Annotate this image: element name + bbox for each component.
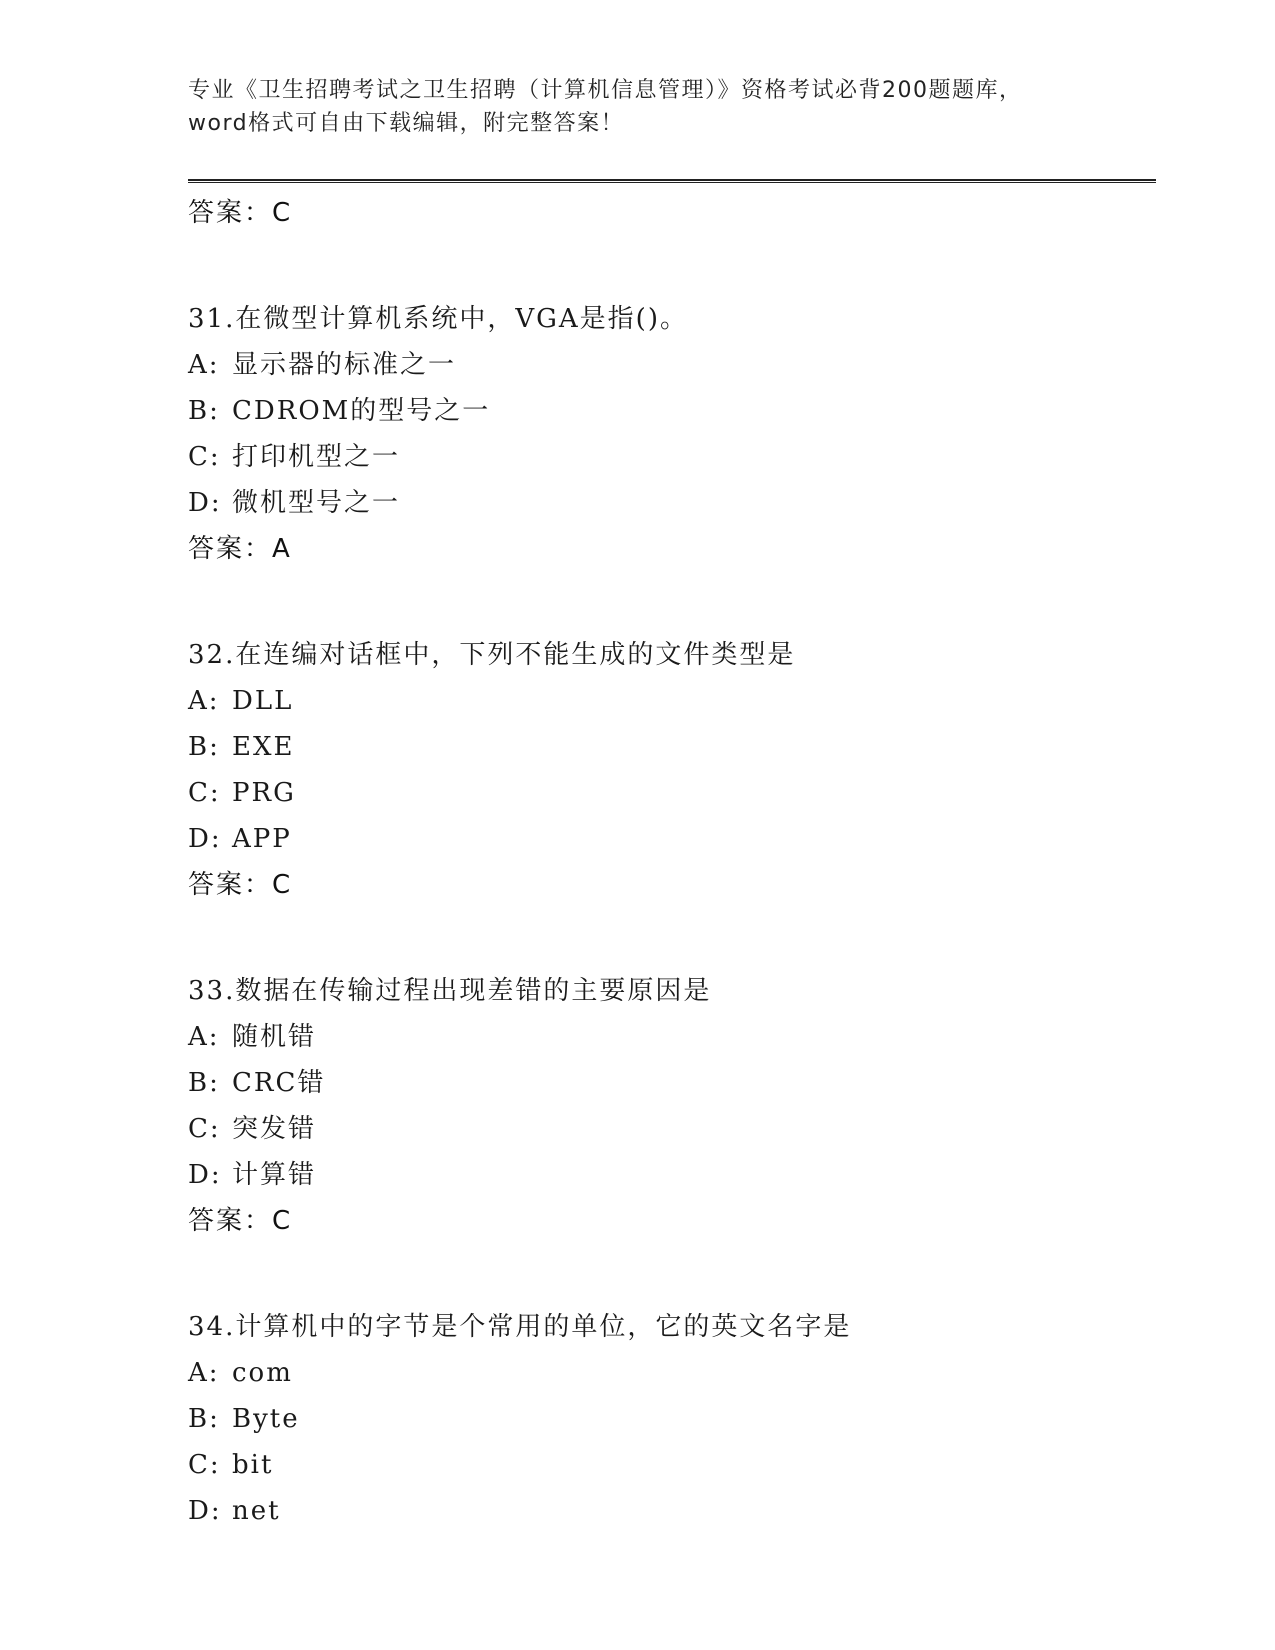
question-text: 34.计算机中的字节是个常用的单位，它的英文名字是 <box>188 1312 852 1342</box>
previous-answer: 答案：C <box>188 198 293 228</box>
option-key: A: <box>188 1022 220 1052</box>
option-d <box>188 1152 1156 1198</box>
option-c <box>188 1106 1156 1152</box>
option-c <box>188 1442 1156 1488</box>
option-text: 微机型号之一 <box>232 488 401 518</box>
option-a <box>188 678 1156 724</box>
option-key: B: <box>188 1404 220 1434</box>
option-key: A: <box>188 1358 220 1388</box>
answer-line: 答案：A <box>188 534 292 564</box>
option-a <box>188 1350 1156 1396</box>
question-34 <box>188 1304 1156 1534</box>
option-text: CDROM的型号之一 <box>232 396 491 426</box>
option-c <box>188 434 1156 480</box>
option-text: CRC错 <box>232 1068 326 1098</box>
option-key: B: <box>188 396 220 426</box>
option-text: 打印机型之一 <box>232 442 401 472</box>
option-text: PRG <box>232 778 296 808</box>
option-d <box>188 816 1156 862</box>
document-header <box>188 74 1088 140</box>
question-text: 31.在微型计算机系统中，VGA是指()。 <box>188 304 688 334</box>
option-key: C: <box>188 778 221 808</box>
option-key: C: <box>188 1114 221 1144</box>
option-key: D: <box>188 1160 222 1190</box>
question-text: 33.数据在传输过程出现差错的主要原因是 <box>188 976 712 1006</box>
option-text: APP <box>232 824 292 854</box>
option-key: C: <box>188 1450 221 1480</box>
option-key: B: <box>188 732 220 762</box>
option-key: C: <box>188 442 221 472</box>
question-list <box>188 190 1156 1534</box>
option-text: com <box>232 1358 293 1388</box>
option-key: A: <box>188 686 220 716</box>
answer-line: 答案：C <box>188 870 293 900</box>
option-d <box>188 480 1156 526</box>
option-text: bit <box>232 1450 274 1480</box>
option-text: EXE <box>232 732 295 762</box>
question-33 <box>188 968 1156 1244</box>
option-key: D: <box>188 488 222 518</box>
option-b <box>188 1396 1156 1442</box>
header-line-1: 专业《卫生招聘考试之卫生招聘（计算机信息管理）》资格考试必背200题题库， <box>188 78 1023 103</box>
question-32 <box>188 632 1156 908</box>
option-b <box>188 724 1156 770</box>
option-text: 随机错 <box>232 1022 317 1052</box>
header-line-2: word格式可自由下载编辑，附完整答案！ <box>188 111 625 136</box>
option-a <box>188 342 1156 388</box>
option-b <box>188 388 1156 434</box>
option-key: A: <box>188 350 220 380</box>
header-divider <box>188 179 1156 183</box>
option-text: Byte <box>232 1404 300 1434</box>
option-text: 显示器的标准之一 <box>232 350 457 380</box>
question-text: 32.在连编对话框中，下列不能生成的文件类型是 <box>188 640 796 670</box>
option-text: 计算错 <box>232 1160 317 1190</box>
option-d <box>188 1488 1156 1534</box>
option-a <box>188 1014 1156 1060</box>
answer-line: 答案：C <box>188 1206 293 1236</box>
question-31 <box>188 296 1156 572</box>
option-text: 突发错 <box>232 1114 317 1144</box>
option-text: DLL <box>232 686 294 716</box>
option-key: D: <box>188 1496 222 1526</box>
option-c <box>188 770 1156 816</box>
option-key: D: <box>188 824 222 854</box>
option-b <box>188 1060 1156 1106</box>
option-text: net <box>232 1496 281 1526</box>
option-key: B: <box>188 1068 220 1098</box>
